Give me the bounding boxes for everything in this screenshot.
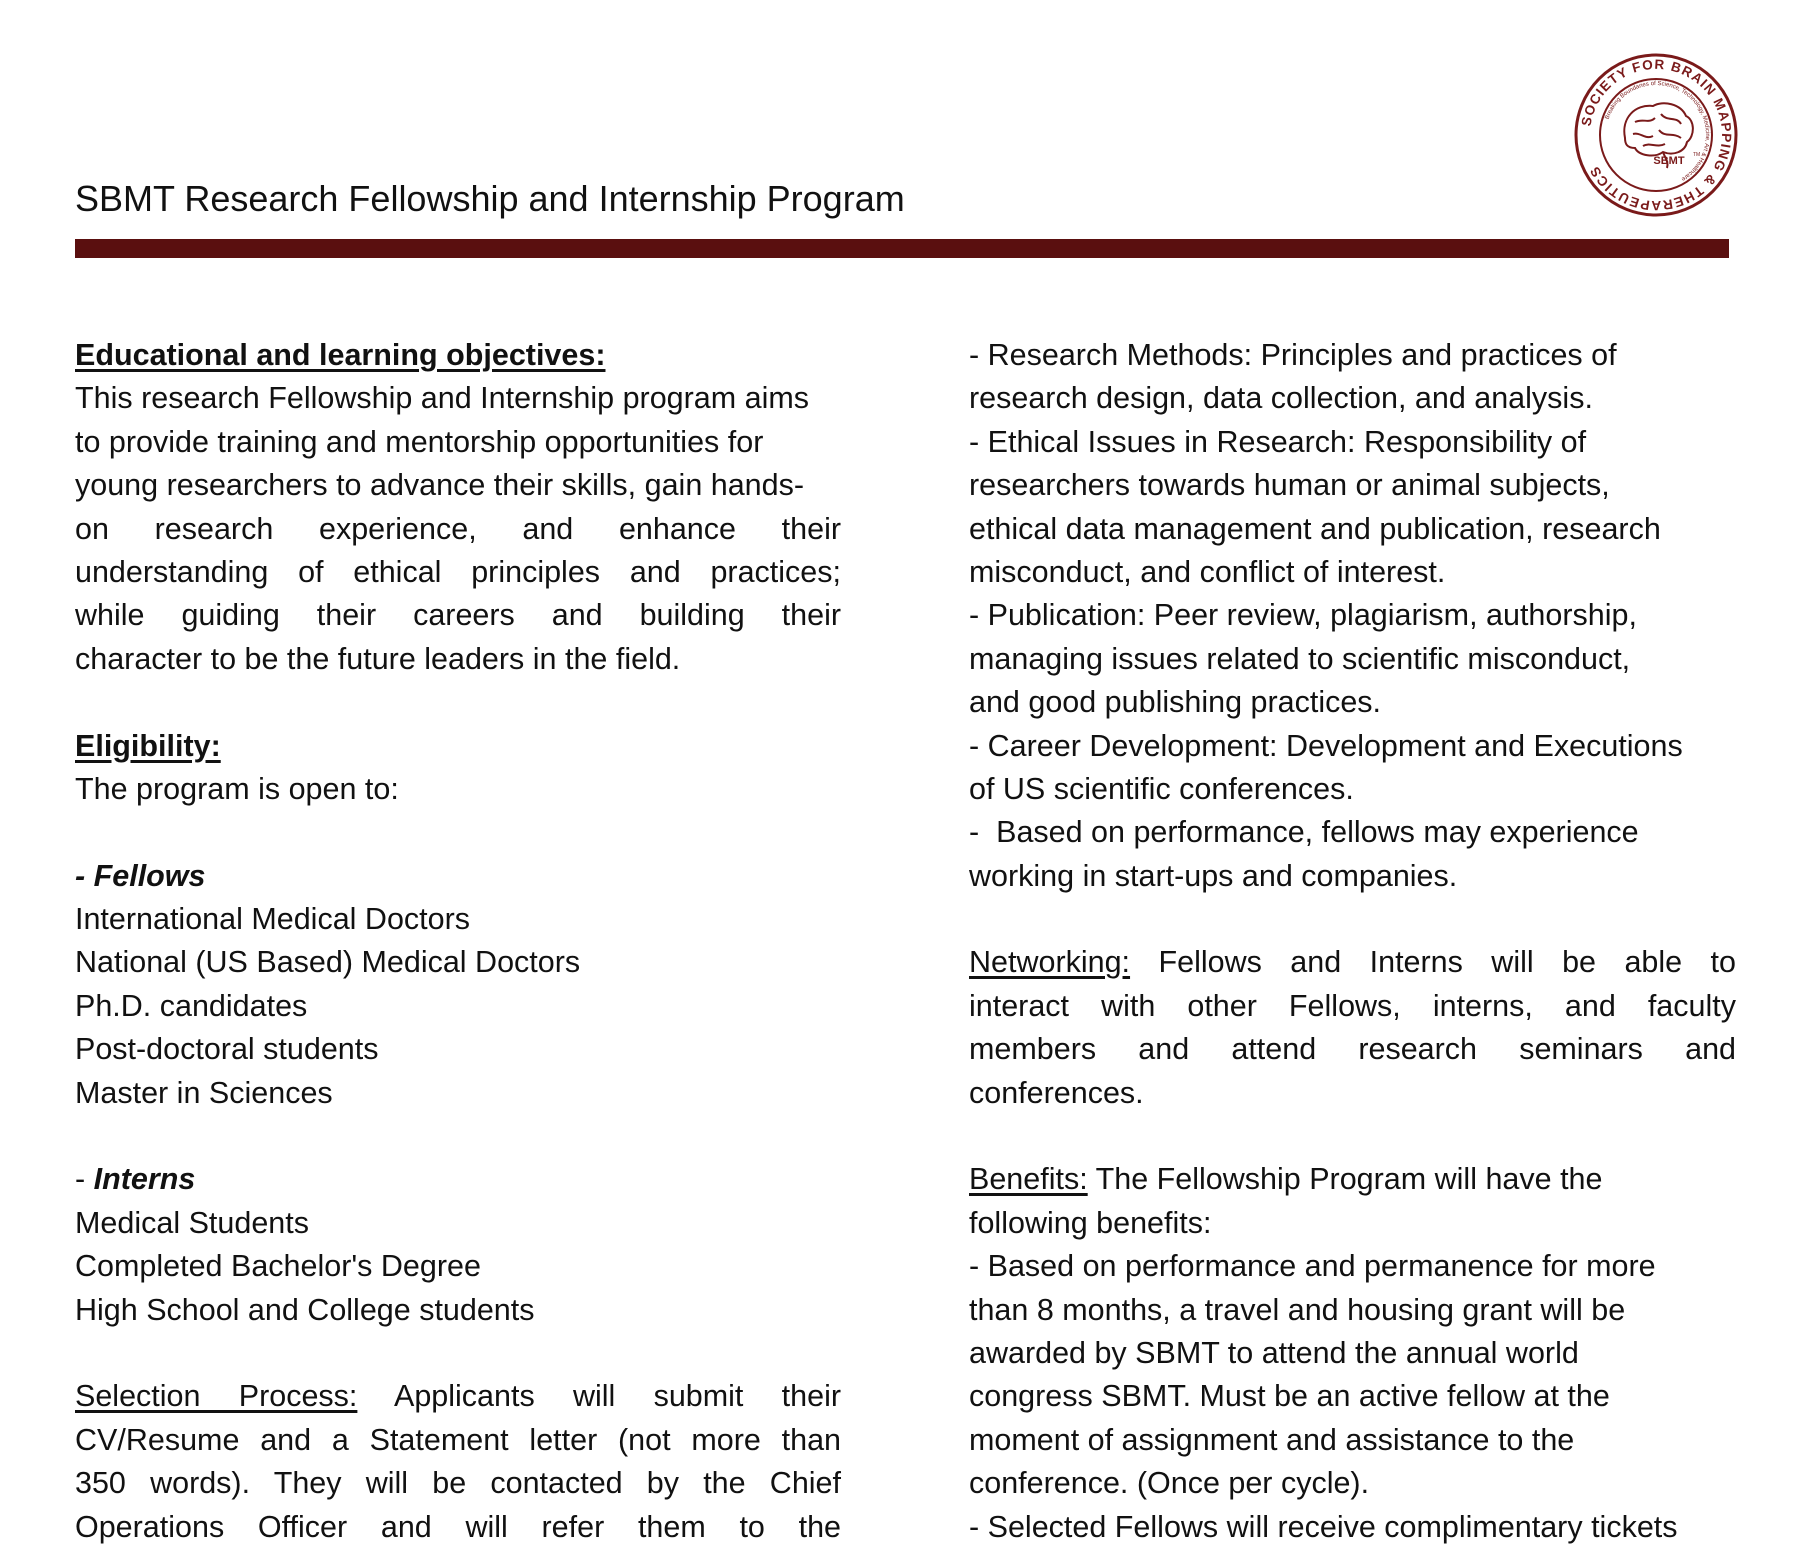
- objectives-line: young researchers to advance their skills, gain hands-: [75, 468, 805, 503]
- sbmt-logo: [1573, 52, 1739, 218]
- title-rule: [75, 239, 1729, 258]
- curriculum-line: research design, data collection, and analysis.: [969, 381, 1593, 416]
- objectives-line: understanding of ethical principles and practices;: [75, 554, 841, 589]
- benefits-line: conference. (Once per cycle).: [969, 1466, 1370, 1501]
- interns-label: - Interns: [75, 1162, 196, 1197]
- selection-line: CV/Resume and a Statement letter (not more than: [75, 1422, 841, 1457]
- eligibility-heading: Eligibility:: [75, 728, 221, 763]
- fellows-item: Post-doctoral students: [75, 1032, 379, 1067]
- benefits-label: Benefits:: [969, 1162, 1088, 1197]
- benefits-line: - Based on performance and permanence for more: [969, 1249, 1656, 1284]
- fellows-item: Master in Sciences: [75, 1075, 333, 1110]
- objectives-heading: Educational and learning objectives:: [75, 338, 606, 372]
- curriculum-line: - Career Development: Development and Executions: [969, 728, 1683, 763]
- curriculum-line: - Based on performance, fellows may experience: [969, 815, 1639, 850]
- networking-line: interact with other Fellows, interns, and faculty: [969, 988, 1736, 1023]
- logo-center-text: SBMT: [1653, 155, 1685, 167]
- fellows-item: National (US Based) Medical Doctors: [75, 945, 581, 980]
- curriculum-line: and good publishing practices.: [969, 685, 1382, 720]
- selection-cutoff-line: Operations Officer and will refer them to the: [75, 1509, 841, 1544]
- interns-item: High School and College students: [75, 1292, 535, 1327]
- benefits-cutoff-line: - Selected Fellows will receive complimentary tickets: [969, 1509, 1678, 1544]
- left-column: [75, 334, 842, 1544]
- curriculum-line: - Ethical Issues in Research: Responsibility of: [969, 424, 1587, 459]
- benefits-line: than 8 months, a travel and housing grant will be: [969, 1292, 1626, 1327]
- selection-label: Selection Process:: [75, 1379, 358, 1414]
- page-title: SBMT Research Fellowship and Internship Program: [75, 178, 905, 219]
- svg-text:SOCIETY FOR BRAIN MAPPING & TH: [1579, 57, 1735, 213]
- selection-paragraph-line: Selection Process: Applicants will submit their: [75, 1379, 842, 1414]
- benefits-paragraph-line: Benefits: The Fellowship Program will have the: [969, 1162, 1603, 1197]
- objectives-line: character to be the future leaders in the field.: [75, 641, 681, 676]
- networking-paragraph-line: Networking: Fellows and Interns will be able to: [969, 945, 1736, 980]
- benefits-line: following benefits:: [969, 1205, 1212, 1240]
- objectives-line: while guiding their careers and building their: [75, 598, 841, 633]
- selection-line: 350 words). They will be contacted by the Chief: [75, 1466, 841, 1501]
- eligibility-intro: The program is open to:: [75, 771, 399, 806]
- networking-label: Networking:: [969, 945, 1131, 980]
- fellows-item: International Medical Doctors: [75, 902, 470, 937]
- curriculum-line: managing issues related to scientific misconduct,: [969, 641, 1631, 676]
- curriculum-line: working in start-ups and companies.: [969, 858, 1458, 893]
- benefits-line: moment of assignment and assistance to the: [969, 1422, 1575, 1457]
- benefits-line: congress SBMT. Must be an active fellow at the: [969, 1379, 1610, 1414]
- objectives-line: on research experience, and enhance their: [75, 511, 841, 546]
- logo-inner-text: Breaking Boundaries of Science, Technology, Medicine, Art & Healthcare: [1604, 80, 1711, 182]
- logo-tm-mark: TM: [1693, 152, 1701, 158]
- objectives-line: to provide training and mentorship opportunities for: [75, 424, 764, 459]
- right-column: [969, 334, 1736, 1544]
- curriculum-line: - Publication: Peer review, plagiarism, authorship,: [969, 598, 1637, 633]
- curriculum-line: ethical data management and publication, research: [969, 511, 1661, 546]
- curriculum-line: - Research Methods: Principles and practices of: [969, 338, 1617, 372]
- interns-item: Completed Bachelor's Degree: [75, 1249, 481, 1284]
- objectives-line: This research Fellowship and Internship program aims: [75, 381, 810, 416]
- networking-line: conferences.: [969, 1075, 1144, 1110]
- curriculum-line: of US scientific conferences.: [969, 771, 1354, 806]
- curriculum-line: misconduct, and conflict of interest.: [969, 554, 1446, 589]
- interns-item: Medical Students: [75, 1205, 309, 1240]
- logo-ring-text: SOCIETY FOR BRAIN MAPPING & THERAPEUTICS: [1578, 56, 1735, 214]
- curriculum-line: researchers towards human or animal subjects,: [969, 468, 1610, 503]
- networking-line: members and attend research seminars and: [969, 1032, 1736, 1067]
- fellows-label: - Fellows: [75, 858, 206, 893]
- benefits-line: awarded by SBMT to attend the annual world: [969, 1335, 1579, 1370]
- fellows-item: Ph.D. candidates: [75, 988, 308, 1023]
